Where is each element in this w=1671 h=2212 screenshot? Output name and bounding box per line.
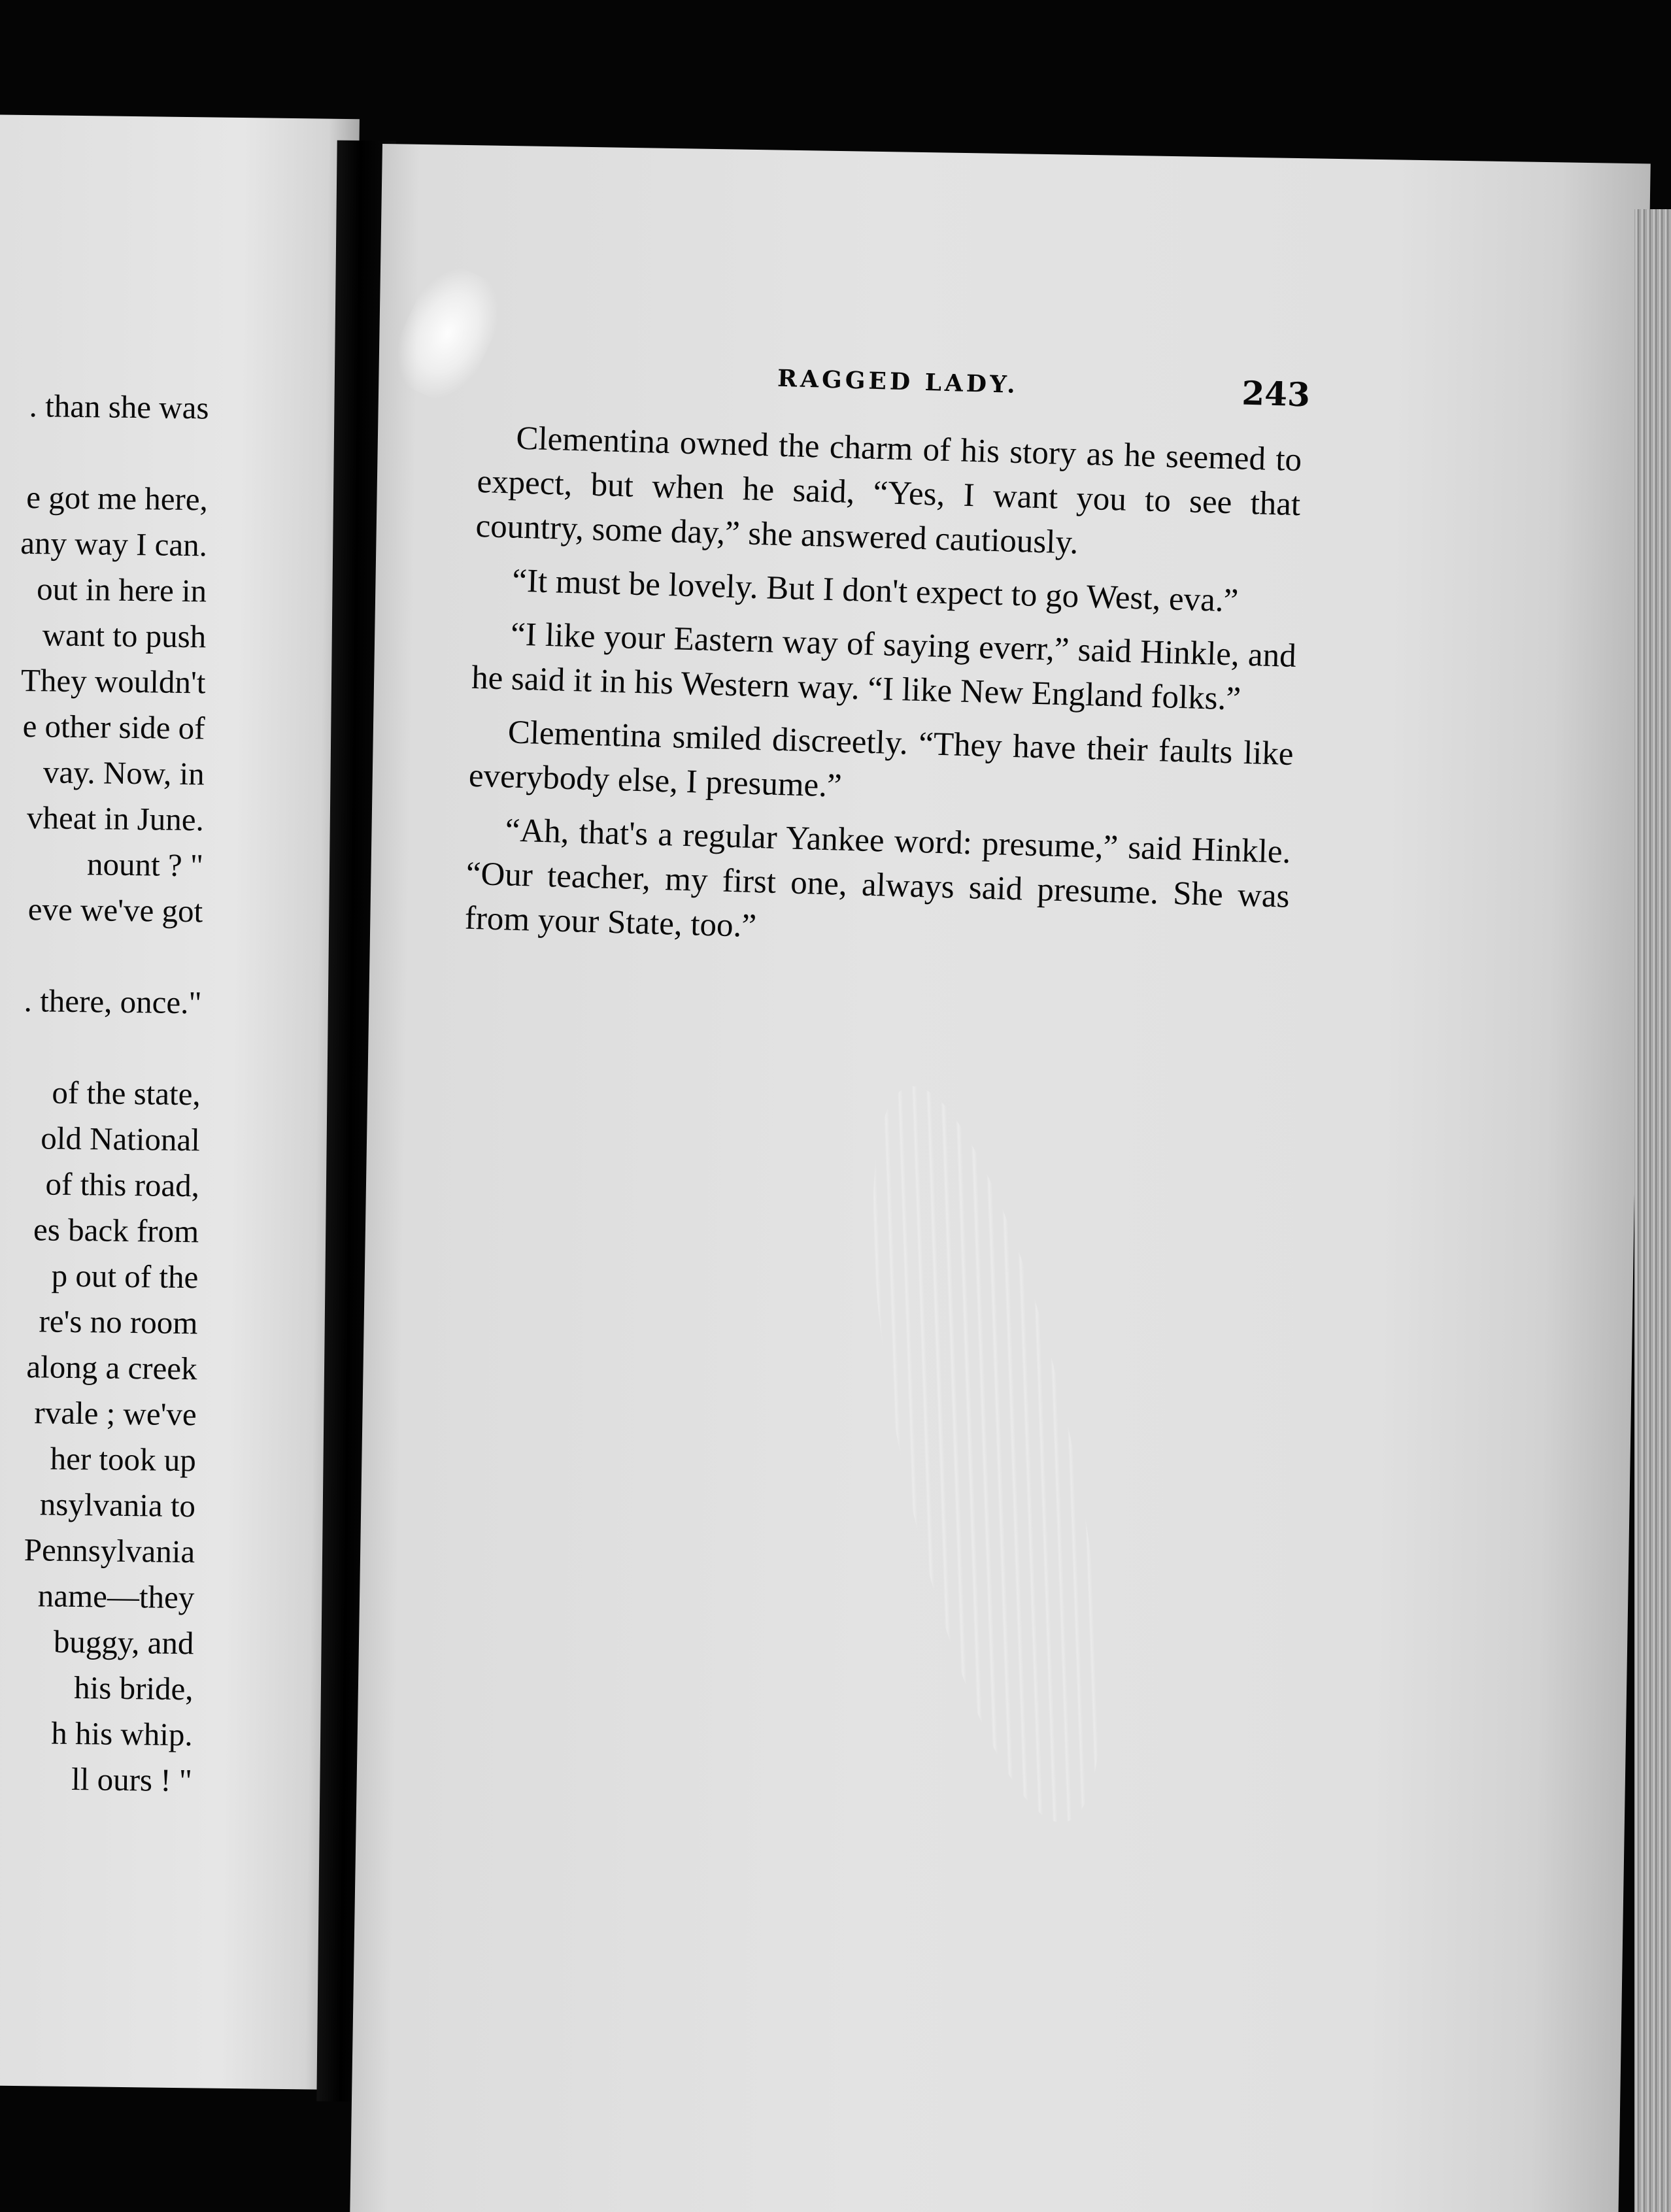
left-page-line: . there, once."	[24, 982, 202, 1021]
left-page-line: nsylvania to	[39, 1486, 196, 1524]
left-page-line: want to push	[42, 616, 207, 655]
left-page-line: of the state,	[52, 1074, 201, 1113]
left-page-line: ll ours ! "	[71, 1761, 193, 1799]
left-page-line: es back from	[33, 1211, 199, 1250]
left-page-line: rvale ; we've	[34, 1394, 197, 1433]
right-page-text	[464, 356, 1311, 973]
page-edges	[1634, 209, 1671, 2212]
page-number: 243	[1241, 373, 1311, 414]
left-page-line: old National	[40, 1120, 201, 1158]
left-page-line: nount ? "	[86, 846, 204, 884]
left-page	[0, 114, 360, 2090]
paragraph: “It must be lovely. But I don't expect to go West, eva.”	[511, 562, 1240, 620]
paragraph: Clementina smiled discreetly. “They have their faults like everybody else, I presume.”	[468, 714, 1294, 805]
left-page-line: along a creek	[26, 1349, 197, 1387]
left-page-line: his bride,	[73, 1669, 194, 1707]
left-page-line: They wouldn't	[20, 662, 206, 701]
running-head-title: RAGGED LADY.	[777, 364, 1019, 399]
left-page-line: re's no room	[39, 1303, 198, 1341]
left-page-line: vay. Now, in	[42, 754, 205, 792]
left-page-line: any way I can.	[20, 524, 208, 563]
paragraph: Clementina owned the charm of his story as he seemed to expect, but when he said, “Yes, I want you to see that country, some day,” she answered cautiously.	[475, 420, 1302, 561]
left-page-text	[0, 114, 360, 2090]
left-page-line: e got me here,	[25, 479, 209, 518]
left-page-line: her took up	[50, 1440, 197, 1479]
left-page-line: Pennsylvania	[24, 1532, 195, 1570]
paragraph: “I like your Eastern way of saying everr,” said Hinkle, and he said it in his Western way. “I like New England folks.”	[471, 616, 1297, 718]
left-page-line: buggy, and	[53, 1623, 194, 1662]
left-page-line: p out of the	[51, 1257, 199, 1296]
left-page-line: of this road,	[45, 1165, 200, 1204]
left-page-line: h his whip.	[50, 1715, 194, 1753]
left-page-line: e other side of	[22, 707, 205, 746]
paragraph: “Ah, that's a regular Yankee word: presume,” said Hinkle. “Our teacher, my first one, always said presume. She was from your State, too.”	[464, 812, 1292, 945]
left-page-line: out in here in	[36, 571, 207, 609]
left-page-line: . than she was	[29, 388, 209, 426]
left-page-line: vheat in June.	[26, 799, 205, 838]
left-page-line: name—they	[37, 1577, 195, 1616]
left-page-line: eve we've got	[27, 891, 203, 930]
